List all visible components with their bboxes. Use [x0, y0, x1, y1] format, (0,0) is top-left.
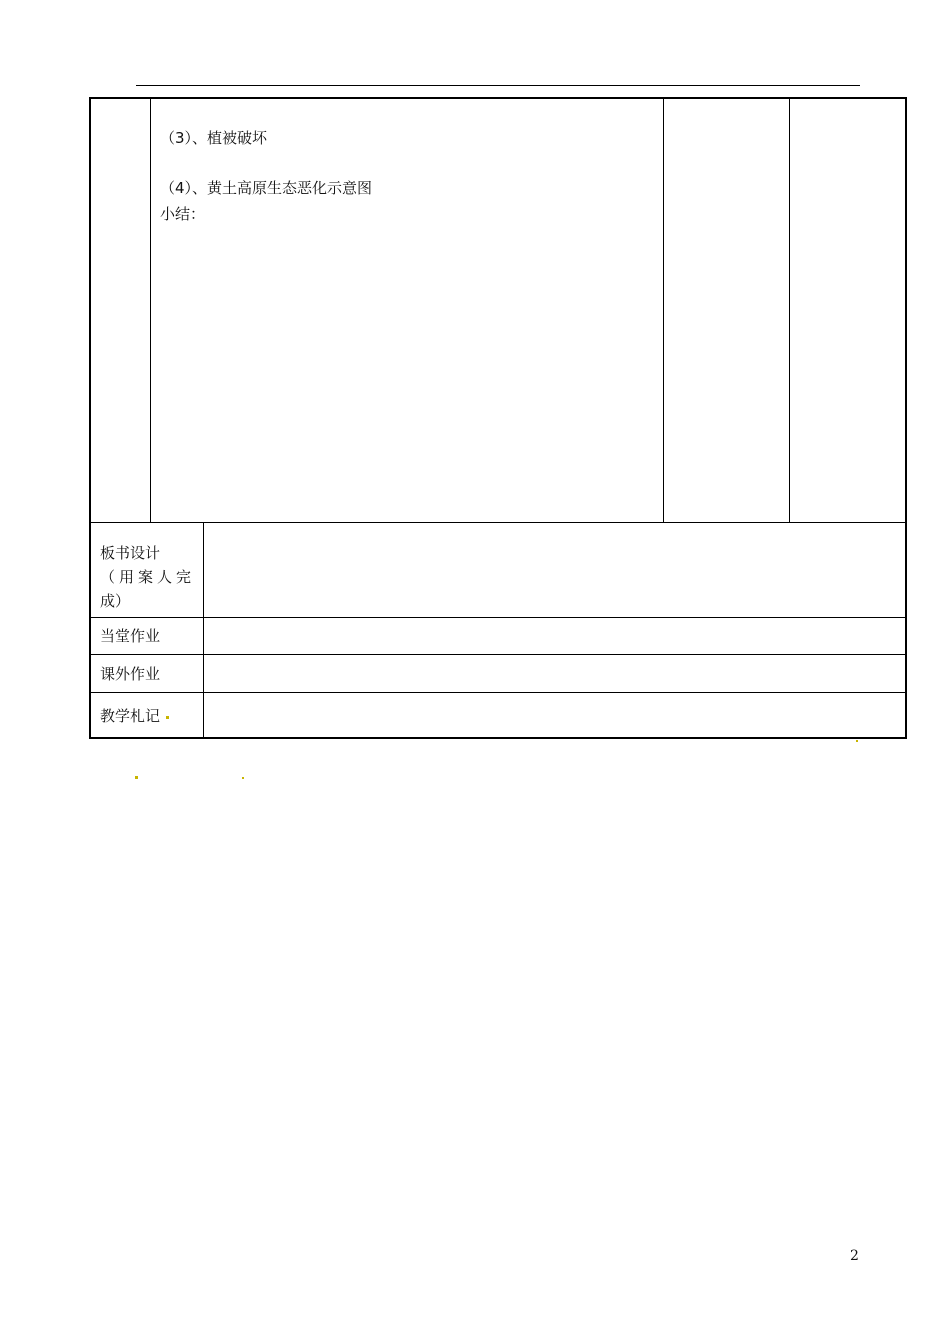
table-row-class-homework: [91, 618, 905, 655]
process-line-summary: 小结：: [160, 205, 206, 223]
table-row-teaching-notes: [91, 693, 905, 738]
process-line-vegetation: （3）、植被破坏: [160, 129, 268, 147]
row-label-teaching-notes: 教学札记: [100, 707, 161, 725]
lesson-process-table: [89, 97, 907, 523]
column-divider: [789, 99, 790, 522]
scan-speck: [856, 740, 858, 742]
process-content-cell: [160, 125, 650, 227]
scan-speck: [135, 776, 138, 779]
row-label-board-design: 板书设计 （用案人完 成）: [100, 544, 196, 610]
column-divider: [150, 99, 151, 522]
lesson-summary-table: [89, 522, 907, 739]
page-number: 2: [850, 1248, 859, 1264]
scan-speck: [166, 716, 169, 719]
row-label-class-homework: 当堂作业: [100, 627, 161, 645]
scan-speck: [242, 777, 244, 779]
row-label-extra-homework: 课外作业: [100, 665, 161, 683]
table-row-board-design: [91, 523, 905, 618]
column-divider: [663, 99, 664, 522]
process-line-diagram: （4）、黄土高原生态恶化示意图: [160, 179, 373, 197]
header-rule: [136, 85, 860, 86]
table-row-extra-homework: [91, 655, 905, 693]
